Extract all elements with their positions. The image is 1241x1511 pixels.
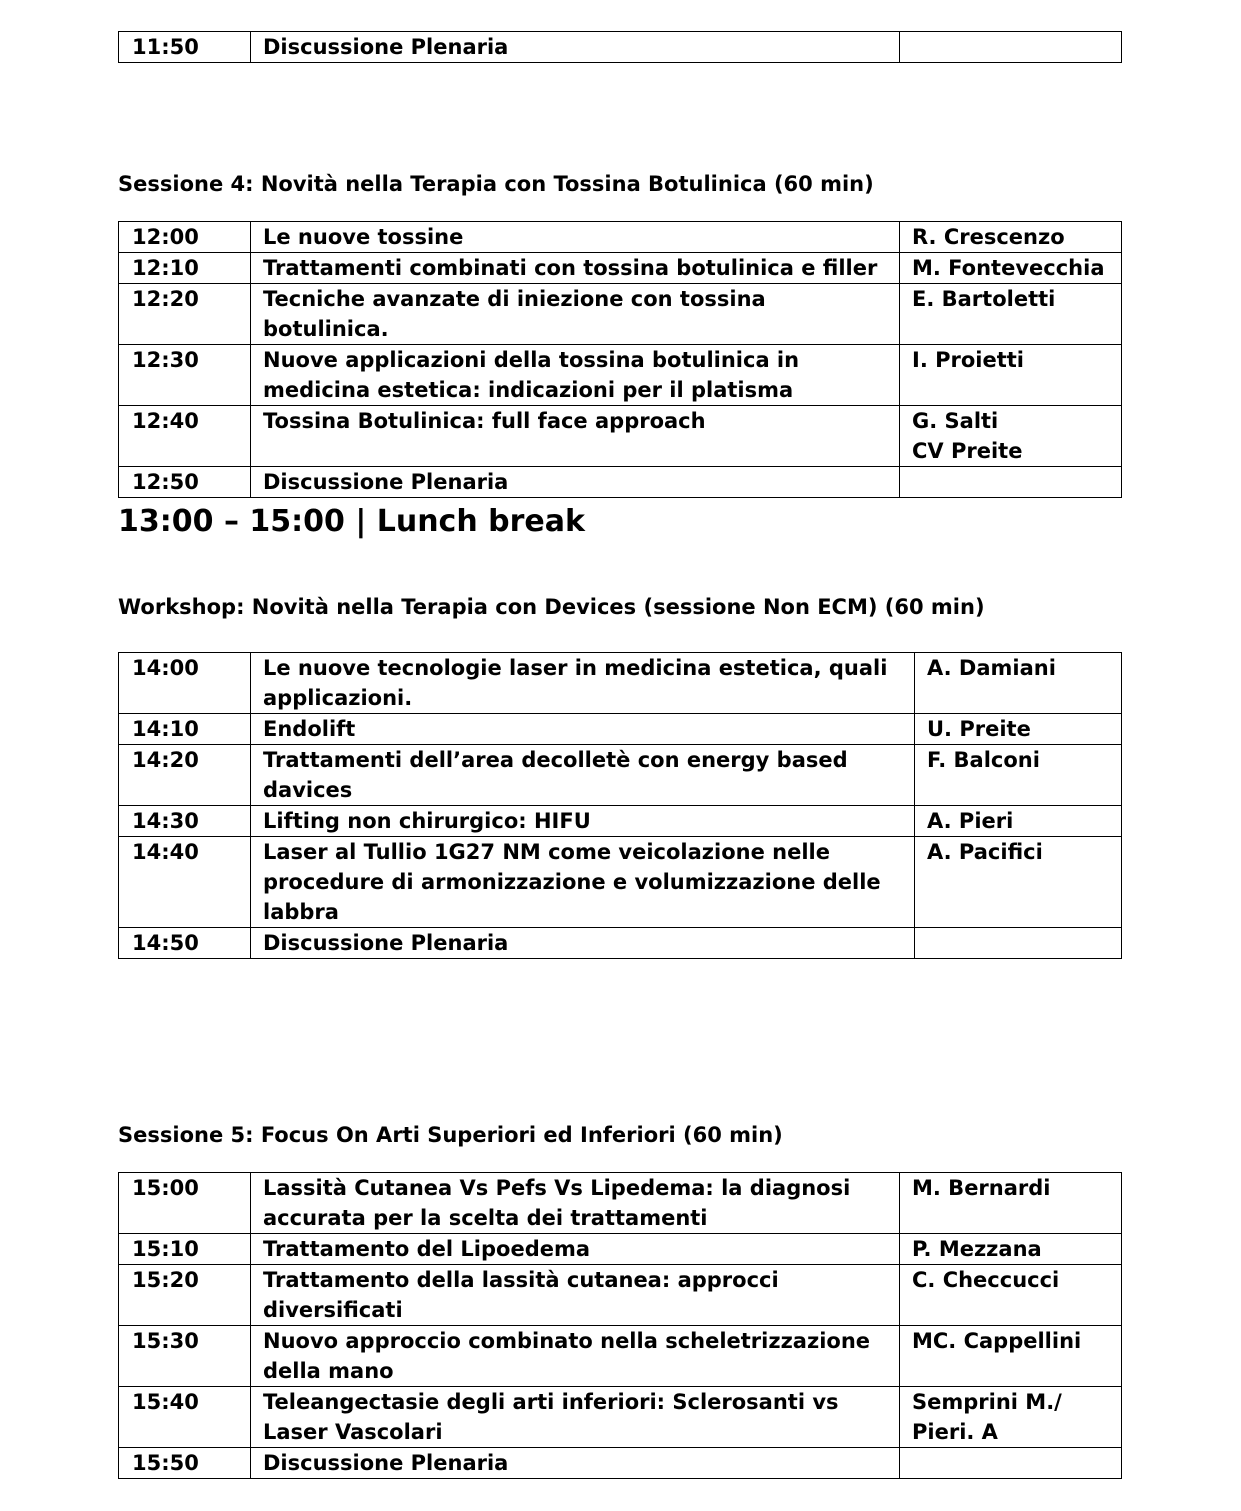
row-time: 12:30 [119,345,251,406]
row-speakers [900,1234,1122,1265]
row-time: 12:40 [119,406,251,467]
speaker-name: P. Mezzana [912,1237,1042,1261]
row-time: 12:00 [119,222,251,253]
row-speakers [900,406,1122,467]
row-title: Discussione Plenaria [251,467,900,498]
row-title: Lifting non chirurgico: HIFU [251,806,915,837]
workshop-heading: Workshop: Novità nella Terapia con Devices (sessione Non ECM) (60 min) [118,595,985,619]
row-speakers [915,714,1122,745]
row-speakers [900,1326,1122,1387]
row-speakers [900,32,1122,63]
speaker-name [912,467,1109,497]
row-time: 14:30 [119,806,251,837]
speaker-name [912,32,1109,62]
session5-table-block [118,1172,1122,1479]
row-speakers [900,467,1122,498]
row-time: 15:20 [119,1265,251,1326]
table-row [119,806,1122,837]
row-title: Teleangectasie degli arti inferiori: Sclerosanti vs Laser Vascolari [251,1387,900,1448]
row-speakers [900,1173,1122,1234]
speaker-name: M. Bernardi [912,1176,1051,1200]
speaker-name [927,928,1109,958]
row-time: 12:50 [119,467,251,498]
row-time: 14:50 [119,928,251,959]
row-time: 12:20 [119,284,251,345]
table-row [119,837,1122,928]
top-table-block [118,31,1122,63]
row-time: 15:30 [119,1326,251,1387]
row-speakers [915,806,1122,837]
row-speakers [900,222,1122,253]
row-title: Trattamenti dell’area decolletè con energy based davices [251,745,915,806]
row-time: 14:10 [119,714,251,745]
table-row [119,1265,1122,1326]
row-title: Trattamento del Lipoedema [251,1234,900,1265]
session5-heading: Sessione 5: Focus On Arti Superiori ed Inferiori (60 min) [118,1123,783,1147]
speaker-name: U. Preite [927,717,1031,741]
speaker-name: G. Salti [912,409,999,433]
speaker-name: A. Pieri [927,809,1014,833]
session4-table-block [118,221,1122,498]
speaker-name: M. Fontevecchia [912,256,1105,280]
table-row [119,1448,1122,1479]
table-row [119,714,1122,745]
row-time: 14:20 [119,745,251,806]
row-title: Laser al Tullio 1G27 NM come veicolazione nelle procedure di armonizzazione e volumizzazione delle labbra [251,837,915,928]
row-title: Le nuove tossine [251,222,900,253]
row-title: Lassità Cutanea Vs Pefs Vs Lipedema: la diagnosi accurata per la scelta dei trattamenti [251,1173,900,1234]
table-row [119,284,1122,345]
row-time: 14:00 [119,653,251,714]
row-title: Nuove applicazioni della tossina botulinica in medicina estetica: indicazioni per il platisma [251,345,900,406]
row-speakers [900,1265,1122,1326]
row-speakers [915,837,1122,928]
table-row [119,653,1122,714]
row-time: 15:40 [119,1387,251,1448]
row-time: 15:10 [119,1234,251,1265]
row-time: 14:40 [119,837,251,928]
row-speakers [915,745,1122,806]
row-title: Endolift [251,714,915,745]
lunch-break-heading: 13:00 – 15:00 | Lunch break [118,504,585,539]
row-speakers [900,284,1122,345]
table-row [119,406,1122,467]
row-speakers [900,1387,1122,1448]
speaker-name: MC. Cappellini [912,1329,1082,1353]
row-title: Le nuove tecnologie laser in medicina estetica, quali applicazioni. [251,653,915,714]
row-title: Trattamento della lassità cutanea: approcci diversificati [251,1265,900,1326]
speaker-name: A. Pacifici [927,840,1043,864]
session5-schedule-table [118,1172,1122,1479]
table-row [119,1326,1122,1387]
table-row [119,32,1122,63]
table-row [119,222,1122,253]
speaker-name: E. Bartoletti [912,287,1056,311]
row-time: 15:50 [119,1448,251,1479]
speaker-name: I. Proietti [912,348,1024,372]
table-row [119,1173,1122,1234]
row-title: Discussione Plenaria [251,928,915,959]
table-row [119,1234,1122,1265]
row-speakers [915,928,1122,959]
session4-heading: Sessione 4: Novità nella Terapia con Tossina Botulinica (60 min) [118,172,874,196]
row-speakers [900,1448,1122,1479]
row-speakers [900,345,1122,406]
row-title: Tecniche avanzate di iniezione con tossina botulinica. [251,284,900,345]
speaker-name: Semprini M./ [912,1390,1062,1414]
row-title: Nuovo approccio combinato nella scheletrizzazione della mano [251,1326,900,1387]
table-row [119,345,1122,406]
table-row [119,467,1122,498]
speaker-name: CV Preite [912,439,1023,463]
top-schedule-table [118,31,1122,63]
speaker-name: A. Damiani [927,656,1056,680]
row-speakers [915,653,1122,714]
table-row [119,928,1122,959]
row-time: 11:50 [119,32,251,63]
row-title: Trattamenti combinati con tossina botulinica e filler [251,253,900,284]
row-time: 15:00 [119,1173,251,1234]
workshop-table-block [118,652,1122,959]
speaker-name: C. Checcucci [912,1268,1060,1292]
row-time: 12:10 [119,253,251,284]
session4-schedule-table [118,221,1122,498]
speaker-name: R. Crescenzo [912,225,1065,249]
workshop-schedule-table [118,652,1122,959]
row-title: Tossina Botulinica: full face approach [251,406,900,467]
row-speakers [900,253,1122,284]
speaker-name: Pieri. A [912,1420,998,1444]
speaker-name: F. Balconi [927,748,1040,772]
table-row [119,745,1122,806]
speaker-name [912,1448,1109,1478]
row-title: Discussione Plenaria [251,1448,900,1479]
table-row [119,1387,1122,1448]
table-row [119,253,1122,284]
row-title: Discussione Plenaria [251,32,900,63]
